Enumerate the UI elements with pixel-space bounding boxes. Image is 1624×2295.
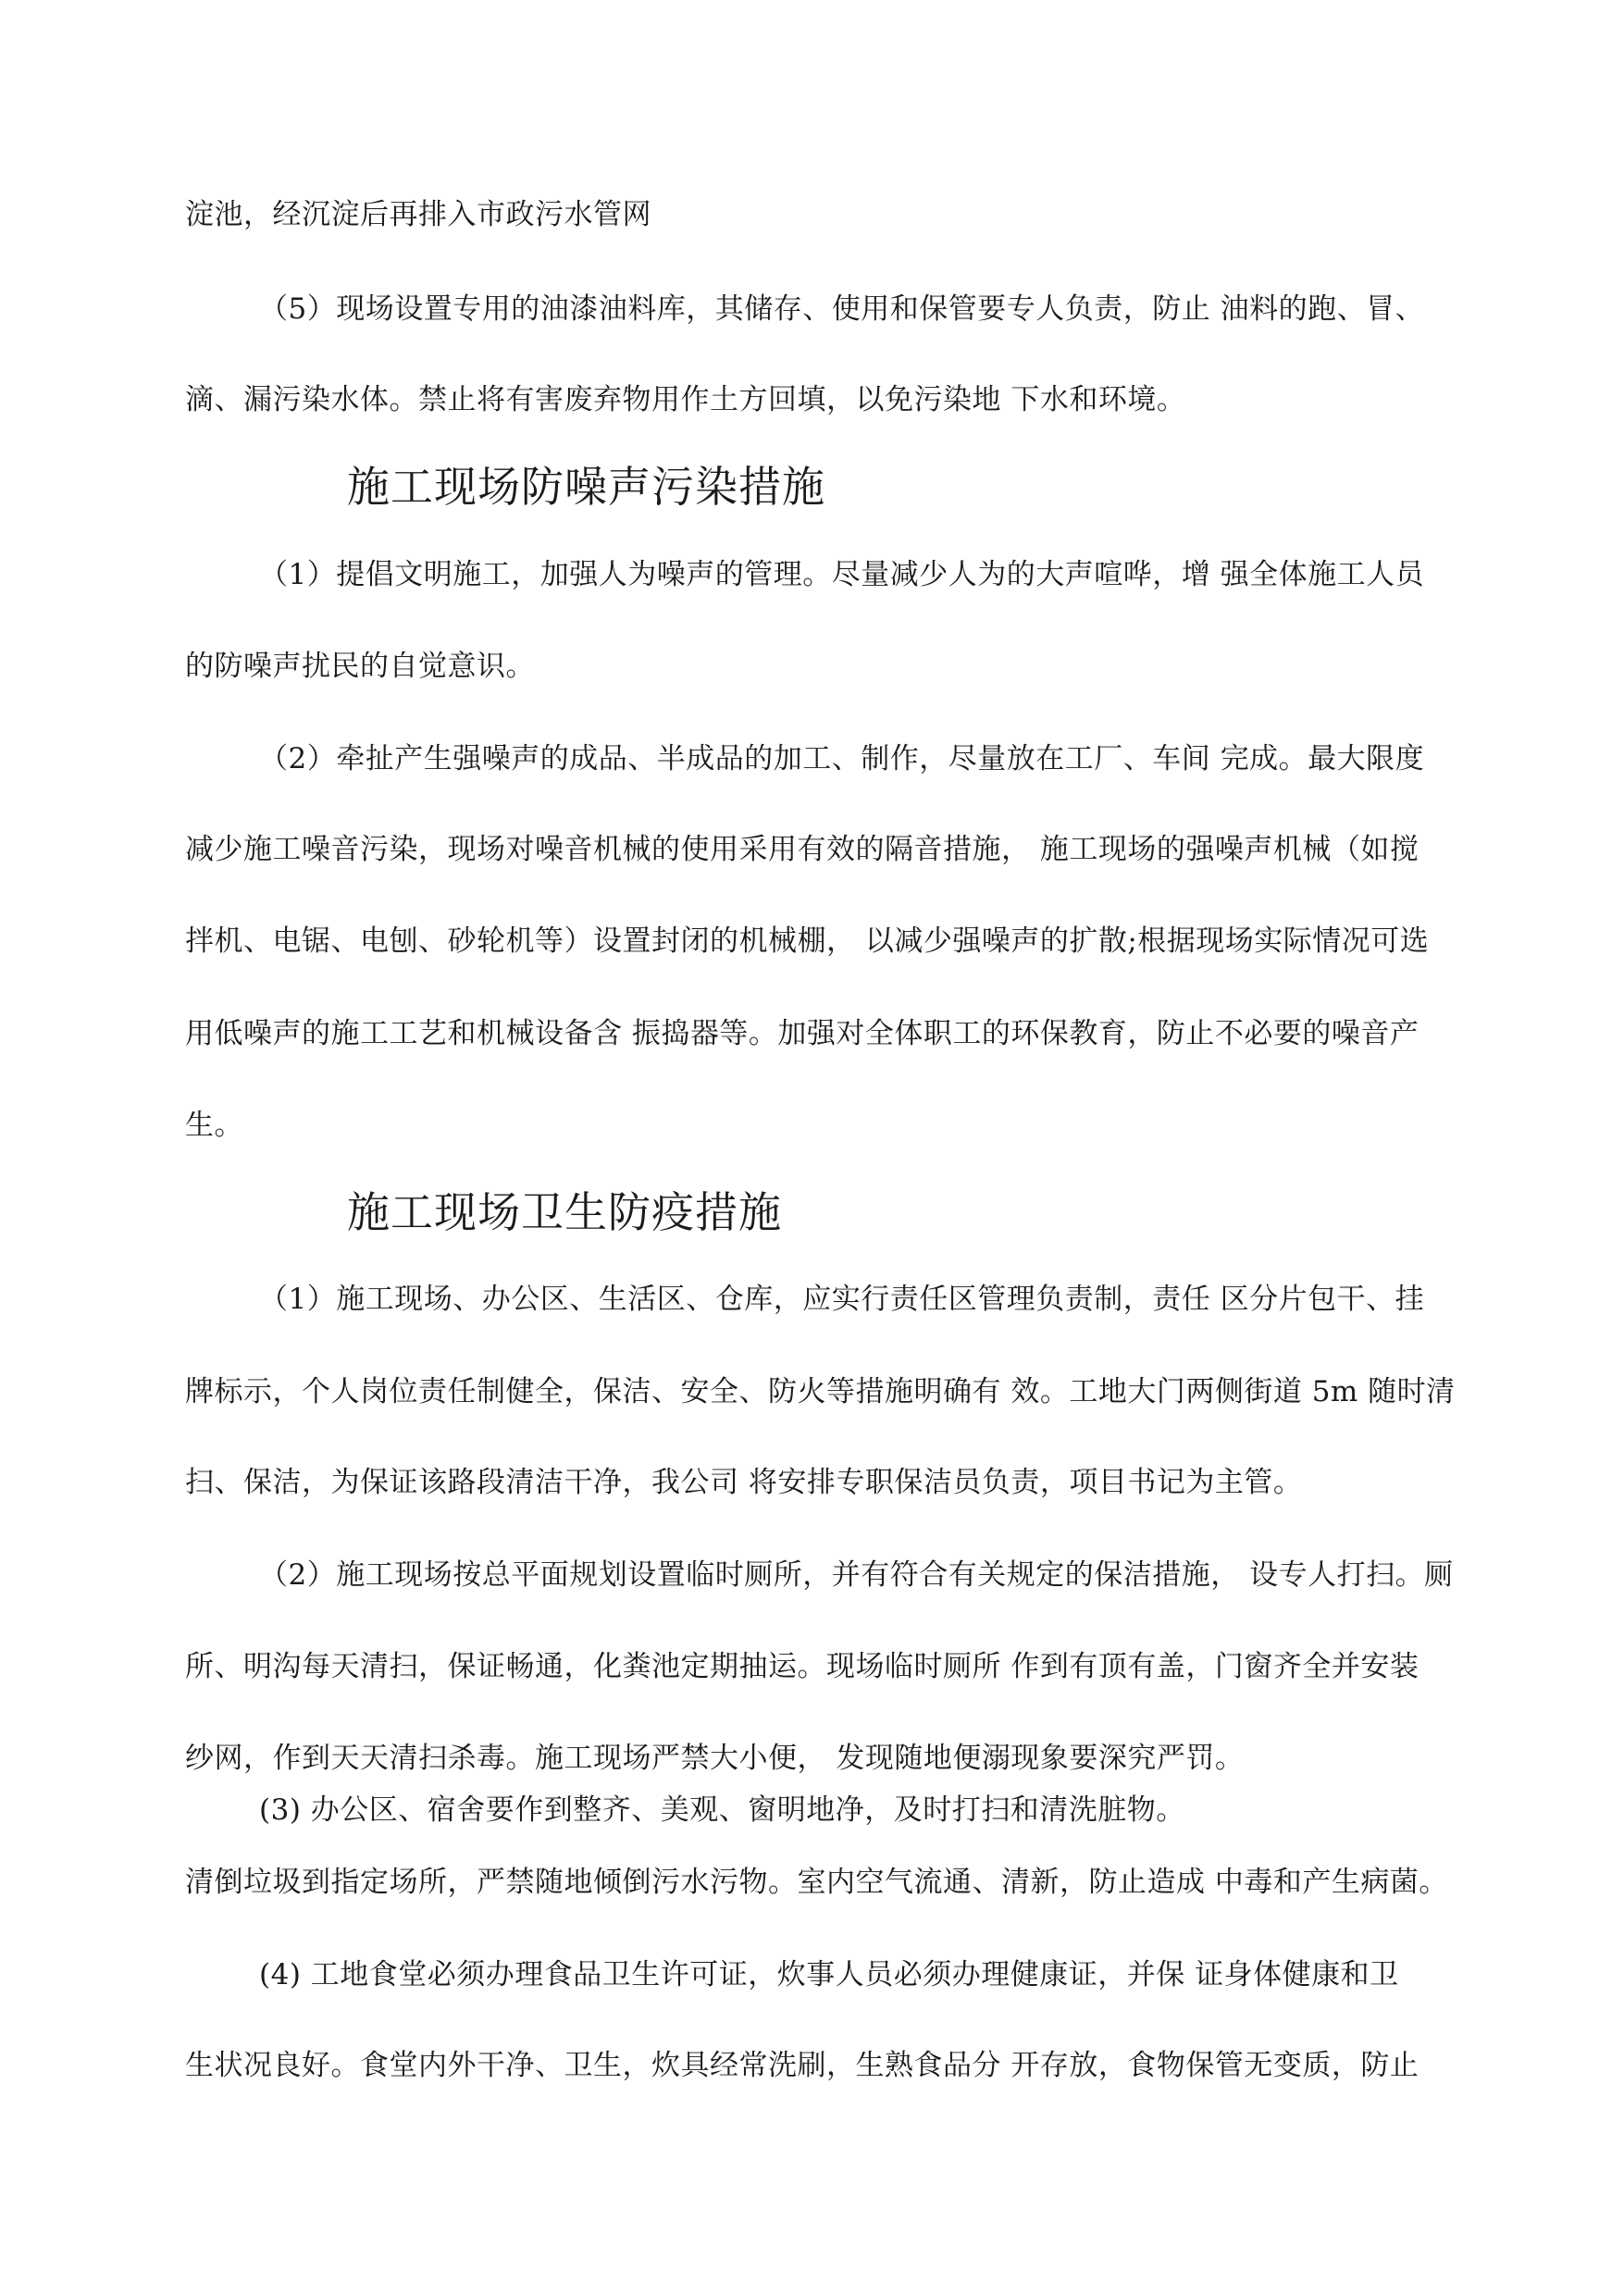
paragraph-line: 的防噪声扰民的自觉意识。 [185,650,535,683]
paragraph-line: 清倒垃圾到指定场所，严禁随地倾倒污水污物。室内空气流通、清新，防止造成 中毒和产生病菌。 [185,1866,1448,1899]
paragraph-line: （2）牵扯产生强噪声的成品、半成品的加工、制作，尽量放在工厂、车间 完成。最大限度 [259,742,1425,775]
paragraph-line: （1）提倡文明施工，加强人为噪声的管理。尽量减少人为的大声喧哗，增 强全体施工人员 [259,558,1425,591]
paragraph-line: 纱网，作到天天清扫杀毒。施工现场严禁大小便， 发现随地便溺现象要深究严罚。 [185,1742,1245,1775]
paragraph-line: 减少施工噪音污染，现场对噪音机械的使用采用有效的隔音措施， 施工现场的强噪声机械（如搅 [185,833,1419,866]
paragraph-line: 滴、漏污染水体。禁止将有害废弃物用作土方回填，以免污染地 下水和环境。 [185,383,1186,416]
section-heading-hygiene: 施工现场卫生防疫措施 [347,1187,782,1237]
paragraph-line: （1）施工现场、办公区、生活区、仓库，应实行责任区管理负责制，责任 区分片包干、挂 [259,1283,1425,1316]
paragraph-line: (3) 办公区、宿舍要作到整齐、美观、窗明地净，及时打扫和清洗脏物。 [259,1793,1185,1827]
section-heading-noise: 施工现场防噪声污染措施 [347,462,825,512]
paragraph-line: (4) 工地食堂必须办理食品卫生许可证，炊事人员必须办理健康证，并保 证身体健康和卫 [259,1958,1399,1991]
paragraph-line: 用低噪声的施工工艺和机械设备含 振捣器等。加强对全体职工的环保教育，防止不必要的噪音产 [185,1017,1419,1050]
paragraph-line: （2）施工现场按总平面规划设置临时厕所，并有符合有关规定的保洁措施， 设专人打扫。厕 [259,1558,1454,1592]
paragraph-line: 扫、保洁，为保证该路段清洁干净，我公司 将安排专职保洁员负责，项目书记为主管。 [185,1466,1303,1499]
paragraph-line: 牌标示，个人岗位责任制健全，保洁、安全、防火等措施明确有 效。工地大门两侧街道 5m 随时清 [185,1375,1456,1408]
paragraph-line: 拌机、电锯、电刨、砂轮机等）设置封闭的机械棚， 以减少强噪声的扩散;根据现场实际情况可选 [185,924,1430,958]
paragraph-line: 生状况良好。食堂内外干净、卫生，炊具经常洗刷，生熟食品分 开存放，食物保管无变质，防止 [185,2049,1419,2082]
paragraph-line: （5）现场设置专用的油漆油料库，其储存、使用和保管要专人负责，防止 油料的跑、冒、 [259,292,1425,326]
paragraph-line: 淀池，经沉淀后再排入市政污水管网 [185,198,651,231]
paragraph-line: 生。 [185,1109,243,1142]
paragraph-line: 所、明沟每天清扫，保证畅通，化粪池定期抽运。现场临时厕所 作到有顶有盖，门窗齐全并安装 [185,1650,1419,1683]
